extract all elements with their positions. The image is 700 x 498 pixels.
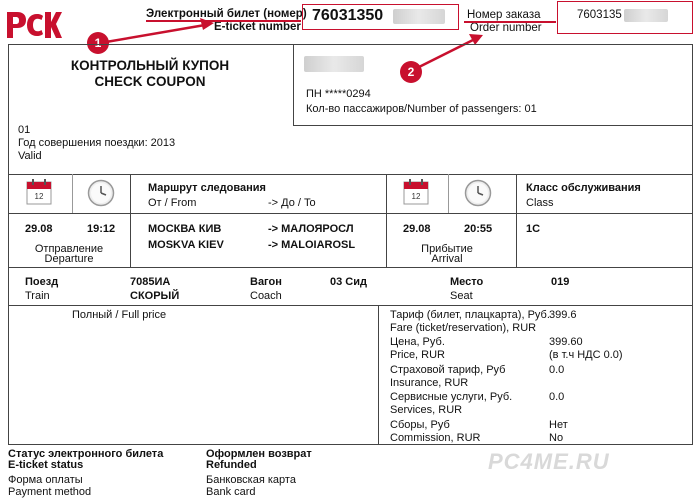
payment-label-ru: Форма оплаты — [8, 474, 83, 486]
refund-label-en: Refunded — [206, 459, 257, 471]
route-label: Маршрут следования — [148, 182, 266, 194]
divider — [8, 305, 693, 306]
watermark: PC4ME.RU — [488, 449, 610, 474]
price-vat: (в т.ч НДС 0.0) — [549, 349, 623, 361]
departure-label-en: Departure — [44, 253, 94, 265]
eticket-label-en: E-ticket number — [214, 21, 301, 33]
services-row — [390, 391, 690, 417]
train-label-ru: Поезд — [25, 276, 59, 288]
commission-value-en: No — [549, 432, 564, 444]
train-type: СКОРЫЙ — [130, 290, 180, 302]
valid-label: Valid — [18, 150, 42, 162]
payment-label-en: Payment method — [8, 486, 92, 498]
class-label-ru: Класс обслуживания — [526, 182, 641, 194]
to-station-en: -> MALOIAROSL — [268, 239, 356, 251]
coach-label-ru: Вагон — [250, 276, 282, 288]
insurance-row — [390, 364, 690, 390]
divider — [448, 174, 449, 213]
coupon-title-ru: КОНТРОЛЬНЫЙ КУПОН — [70, 58, 230, 73]
order-number: 7603135 — [577, 9, 622, 21]
divider — [8, 174, 693, 175]
travel-year: Год совершения поездки: 2013 — [18, 137, 176, 149]
price-row — [390, 336, 690, 362]
from-station-en: MOSKVA KIEV — [148, 239, 224, 251]
divider — [8, 267, 693, 268]
redacted-passenger-name — [304, 56, 364, 72]
commission-label-ru: Сборы, Руб — [390, 419, 450, 431]
insurance-label-en: Insurance, RUR — [390, 377, 469, 389]
arrival-label-ru: Прибытие — [421, 243, 473, 255]
divider — [8, 213, 693, 214]
clock-icon — [87, 179, 115, 207]
departure-time: 19:12 — [87, 223, 116, 235]
passenger-count: Кол-во пассажиров/Number of passengers: 01 — [306, 103, 537, 115]
coupon-code: 01 — [18, 124, 31, 136]
departure-date: 29.08 — [25, 223, 53, 235]
annotation-badge-1: 1 — [87, 32, 109, 54]
commission-label-en: Commission, RUR — [390, 432, 481, 444]
from-label: От / From — [148, 197, 197, 209]
train-label-en: Train — [25, 290, 50, 302]
fare-value: 399.6 — [549, 309, 577, 321]
service-class: 1С — [526, 223, 541, 235]
calendar-icon — [26, 179, 52, 205]
departure-label-ru: Отправление — [34, 243, 104, 255]
services-label-ru: Сервисные услуги, Руб. — [390, 391, 513, 403]
eticket-label-ru: Электронный билет (номер) — [146, 8, 307, 20]
price-label-ru: Цена, Руб. — [390, 336, 445, 348]
services-value: 0.0 — [549, 391, 565, 403]
divider — [72, 174, 73, 213]
card-label-en: Bank card — [206, 486, 256, 498]
divider — [386, 174, 387, 267]
order-label-en: Order number — [470, 22, 542, 34]
insurance-value: 0.0 — [549, 364, 565, 376]
refund-label-ru: Оформлен возврат — [206, 448, 312, 460]
seat-label-ru: Место — [450, 276, 484, 288]
price-type: Полный / Full price — [72, 309, 167, 321]
arrival-label-en: Arrival — [431, 253, 463, 265]
svg-text:12: 12 — [34, 192, 44, 201]
divider — [516, 174, 517, 267]
order-label-ru: Номер заказа — [467, 9, 541, 21]
status-label-ru: Статус электронного билета — [8, 448, 164, 460]
divider — [378, 305, 379, 445]
seat-label-en: Seat — [450, 290, 473, 302]
passport-number: ПН *****0294 — [306, 88, 371, 100]
services-label-en: Services, RUR — [390, 404, 463, 416]
arrival-time: 20:55 — [464, 223, 493, 235]
price-value: 399.60 — [549, 336, 583, 348]
class-label-en: Class — [526, 197, 554, 209]
arrival-date: 29.08 — [403, 223, 431, 235]
fare-label-en: Fare (ticket/reservation), RUR — [390, 322, 537, 334]
calendar-icon — [403, 179, 429, 205]
commission-row — [390, 419, 690, 445]
divider — [130, 174, 131, 267]
insurance-label-ru: Страховой тариф, Руб — [390, 364, 506, 376]
seat-value: 019 — [551, 276, 570, 288]
fare-label-ru: Тариф (билет, плацкарта), Руб. — [390, 309, 550, 321]
coach-value: 03 Сид — [330, 276, 367, 288]
clock-icon — [464, 179, 492, 207]
coupon-title-en: CHECK COUPON — [94, 74, 206, 89]
train-number: 7085ИА — [130, 276, 171, 288]
status-label-en: E-ticket status — [8, 459, 84, 471]
svg-text:12: 12 — [411, 192, 421, 201]
coach-label-en: Coach — [250, 290, 282, 302]
annotation-badge-2: 2 — [400, 61, 422, 83]
to-label: -> До / To — [268, 197, 316, 209]
fare-row — [390, 309, 690, 335]
eticket-number: 76031350 — [312, 7, 384, 24]
to-station-ru: -> МАЛОЯРОСЛ — [268, 223, 354, 235]
commission-value-ru: Нет — [549, 419, 568, 431]
card-label-ru: Банковская карта — [206, 474, 296, 486]
from-station-ru: МОСКВА КИВ — [148, 223, 222, 235]
price-label-en: Price, RUR — [390, 349, 446, 361]
